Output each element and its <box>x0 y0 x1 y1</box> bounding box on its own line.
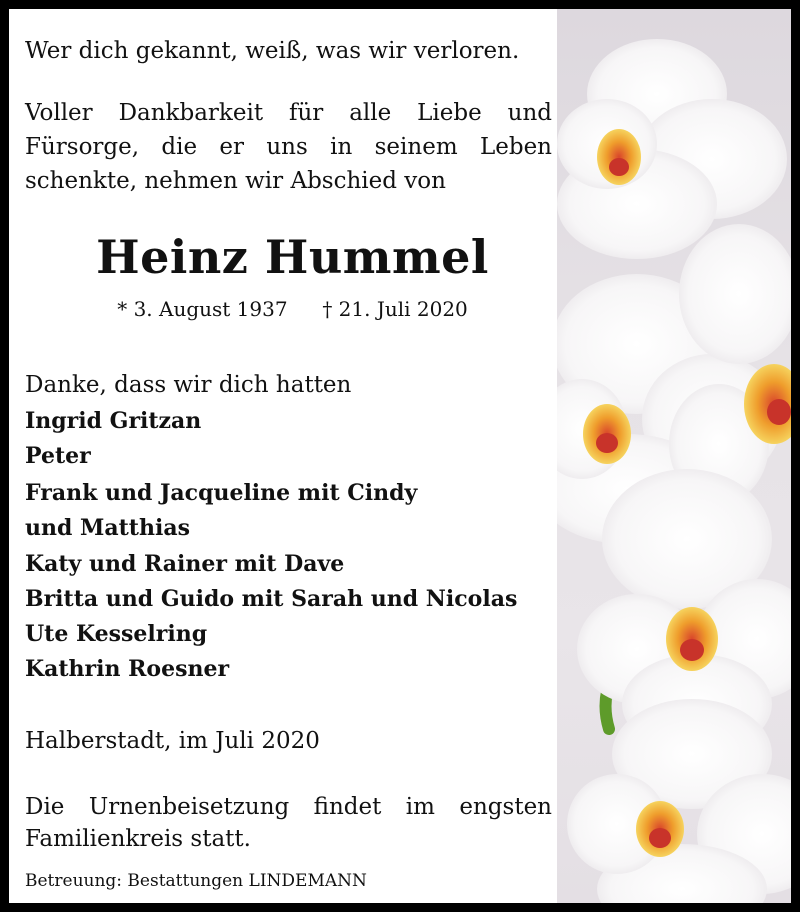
death-date: † 21. Juli 2020 <box>322 297 468 321</box>
mourner-name: Katy und Rainer mit Dave <box>25 551 345 577</box>
place-date: Halberstadt, im Juli 2020 <box>25 728 320 754</box>
orchid-photo <box>557 9 791 903</box>
intro-paragraph-line-1: Voller Dankbarkeit für alle Liebe und <box>25 100 552 126</box>
funeral-home-credit: Betreuung: Bestattungen LINDEMANN <box>25 871 367 891</box>
text-column <box>25 9 560 903</box>
motto: Wer dich gekannt, weiß, was wir verloren. <box>25 38 520 64</box>
mourner-name: Britta und Guido mit Sarah und Nicolas <box>25 586 518 612</box>
mourner-name: Ingrid Gritzan <box>25 408 202 434</box>
intro-paragraph-line-2: Fürsorge, die er uns in seinem Leben <box>25 134 552 160</box>
birth-date: * 3. August 1937 <box>117 297 288 321</box>
life-dates <box>25 296 560 322</box>
orchid-flowers-image <box>557 9 791 903</box>
mourner-name: Ute Kesselring <box>25 621 208 647</box>
urn-note-line-1: Die Urnenbeisetzung findet im engsten <box>25 794 552 820</box>
urn-note-line-2: Familienkreis statt. <box>25 826 251 852</box>
mourner-name: Peter <box>25 443 91 469</box>
thanks-line: Danke, dass wir dich hatten <box>25 372 352 398</box>
deceased-name: Heinz Hummel <box>96 230 489 284</box>
mourner-name: und Matthias <box>25 515 190 541</box>
mourner-name: Kathrin Roesner <box>25 656 230 682</box>
mourner-name: Frank und Jacqueline mit Cindy <box>25 480 418 506</box>
intro-paragraph-line-3: schenkte, nehmen wir Abschied von <box>25 168 446 194</box>
